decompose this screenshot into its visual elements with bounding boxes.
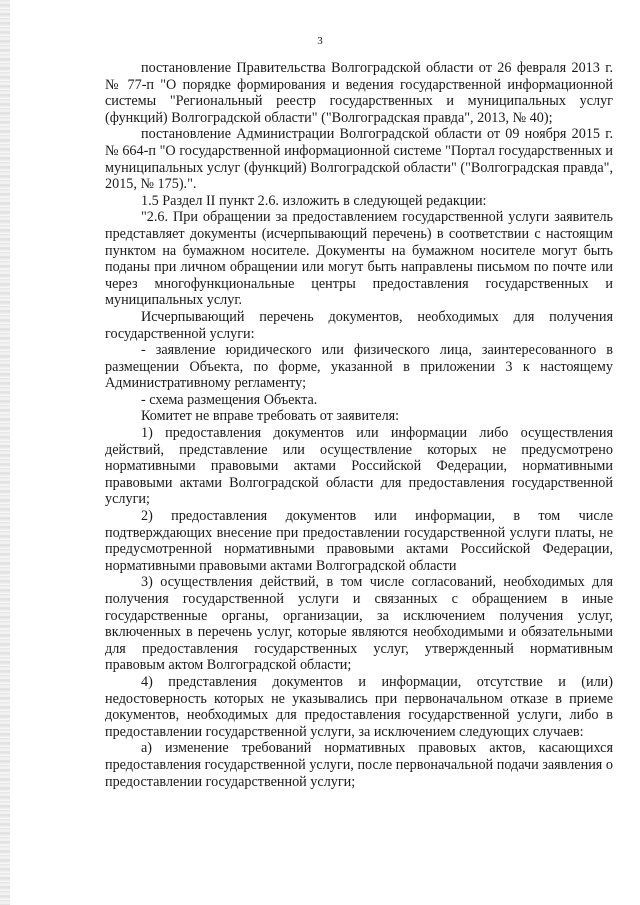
- paragraph-13: а) изменение требований нормативных правовых актов, касающихся предоставления государственной услуги, после первоначальной подачи заявления о предоставлении государственной услуги;: [105, 740, 613, 790]
- paragraph-10: 2) предоставления документов или информации, в том числе подтверждающих внесение при предоставлении государственной услуги платы, не предусмотренной нормативными правовыми актами Российской Федерации, нормативными правовыми актами Волгоградской области: [105, 508, 613, 574]
- scan-edge-artifact: [0, 0, 10, 905]
- paragraph-12: 4) представления документов и информации, отсутствие и (или) недостоверность которых не указывались при первоначальном отказе в приеме документов, необходимых для предоставления государственной услуги, либо в предоставлении государственной услуги, за исключением следующих случаев:: [105, 673, 613, 740]
- paragraph-11: 3) осуществления действий, в том числе согласований, необходимых для получения государственной услуги и связанных с обращением в иные государственные органы, организации, за исключением получения услуг, включенных в перечень услуг, которые являются необходимыми и обязательными для предоставления государственных услуг, утвержденный нормативным правовым актом Волгоградской области;: [105, 574, 613, 674]
- paragraph-8: Комитет не вправе требовать от заявителя:: [141, 408, 400, 425]
- paragraph-2: постановление Администрации Волгоградской области от 09 ноября 2015 г. № 664-п "О государственной информационной системе "Портал государственных и муниципальных услуг (функций) Волгоградской области" ("Волгоградская правда", 2015, № 175).".: [105, 126, 613, 193]
- paragraph-3: 1.5 Раздел II пункт 2.6. изложить в следующей редакции:: [141, 192, 487, 209]
- paragraph-4: "2.6. При обращении за предоставлением государственной услуги заявитель представляет документы (исчерпывающий перечень) в соответствии с настоящим пунктом на бумажном носителе. Документы на бумажном носителе могут быть поданы при личном обращении или могут быть направлены письмом по почте или через многофункциональные центры предоставления государственных и муниципальных услуг.: [105, 209, 613, 309]
- document-body: [105, 60, 613, 790]
- paragraph-9: 1) предоставления документов или информации либо осуществления действий, представление или осуществление которых не предусмотрено нормативными правовыми актами Российской Федерации, нормативными правовыми актами Волгоградской области для предоставления государственной услуги;: [105, 425, 613, 508]
- paragraph-1: постановление Правительства Волгоградской области от 26 февраля 2013 г. № 77-п "О порядке формирования и ведения государственной информационной системы "Региональный реестр государственных и муниципальных услуг (функций) Волгоградской области" ("Волгоградская правда", 2013, № 40);: [105, 60, 613, 126]
- page-number: 3: [317, 35, 323, 47]
- paragraph-5: Исчерпывающий перечень документов, необходимых для получения государственной услуги:: [105, 308, 613, 342]
- paragraph-7: - схема размещения Объекта.: [141, 391, 318, 408]
- paragraph-6: - заявление юридического или физического лица, заинтересованного в размещении Объекта, по форме, указанной в приложении 3 к настоящему Административному регламенту;: [105, 342, 613, 392]
